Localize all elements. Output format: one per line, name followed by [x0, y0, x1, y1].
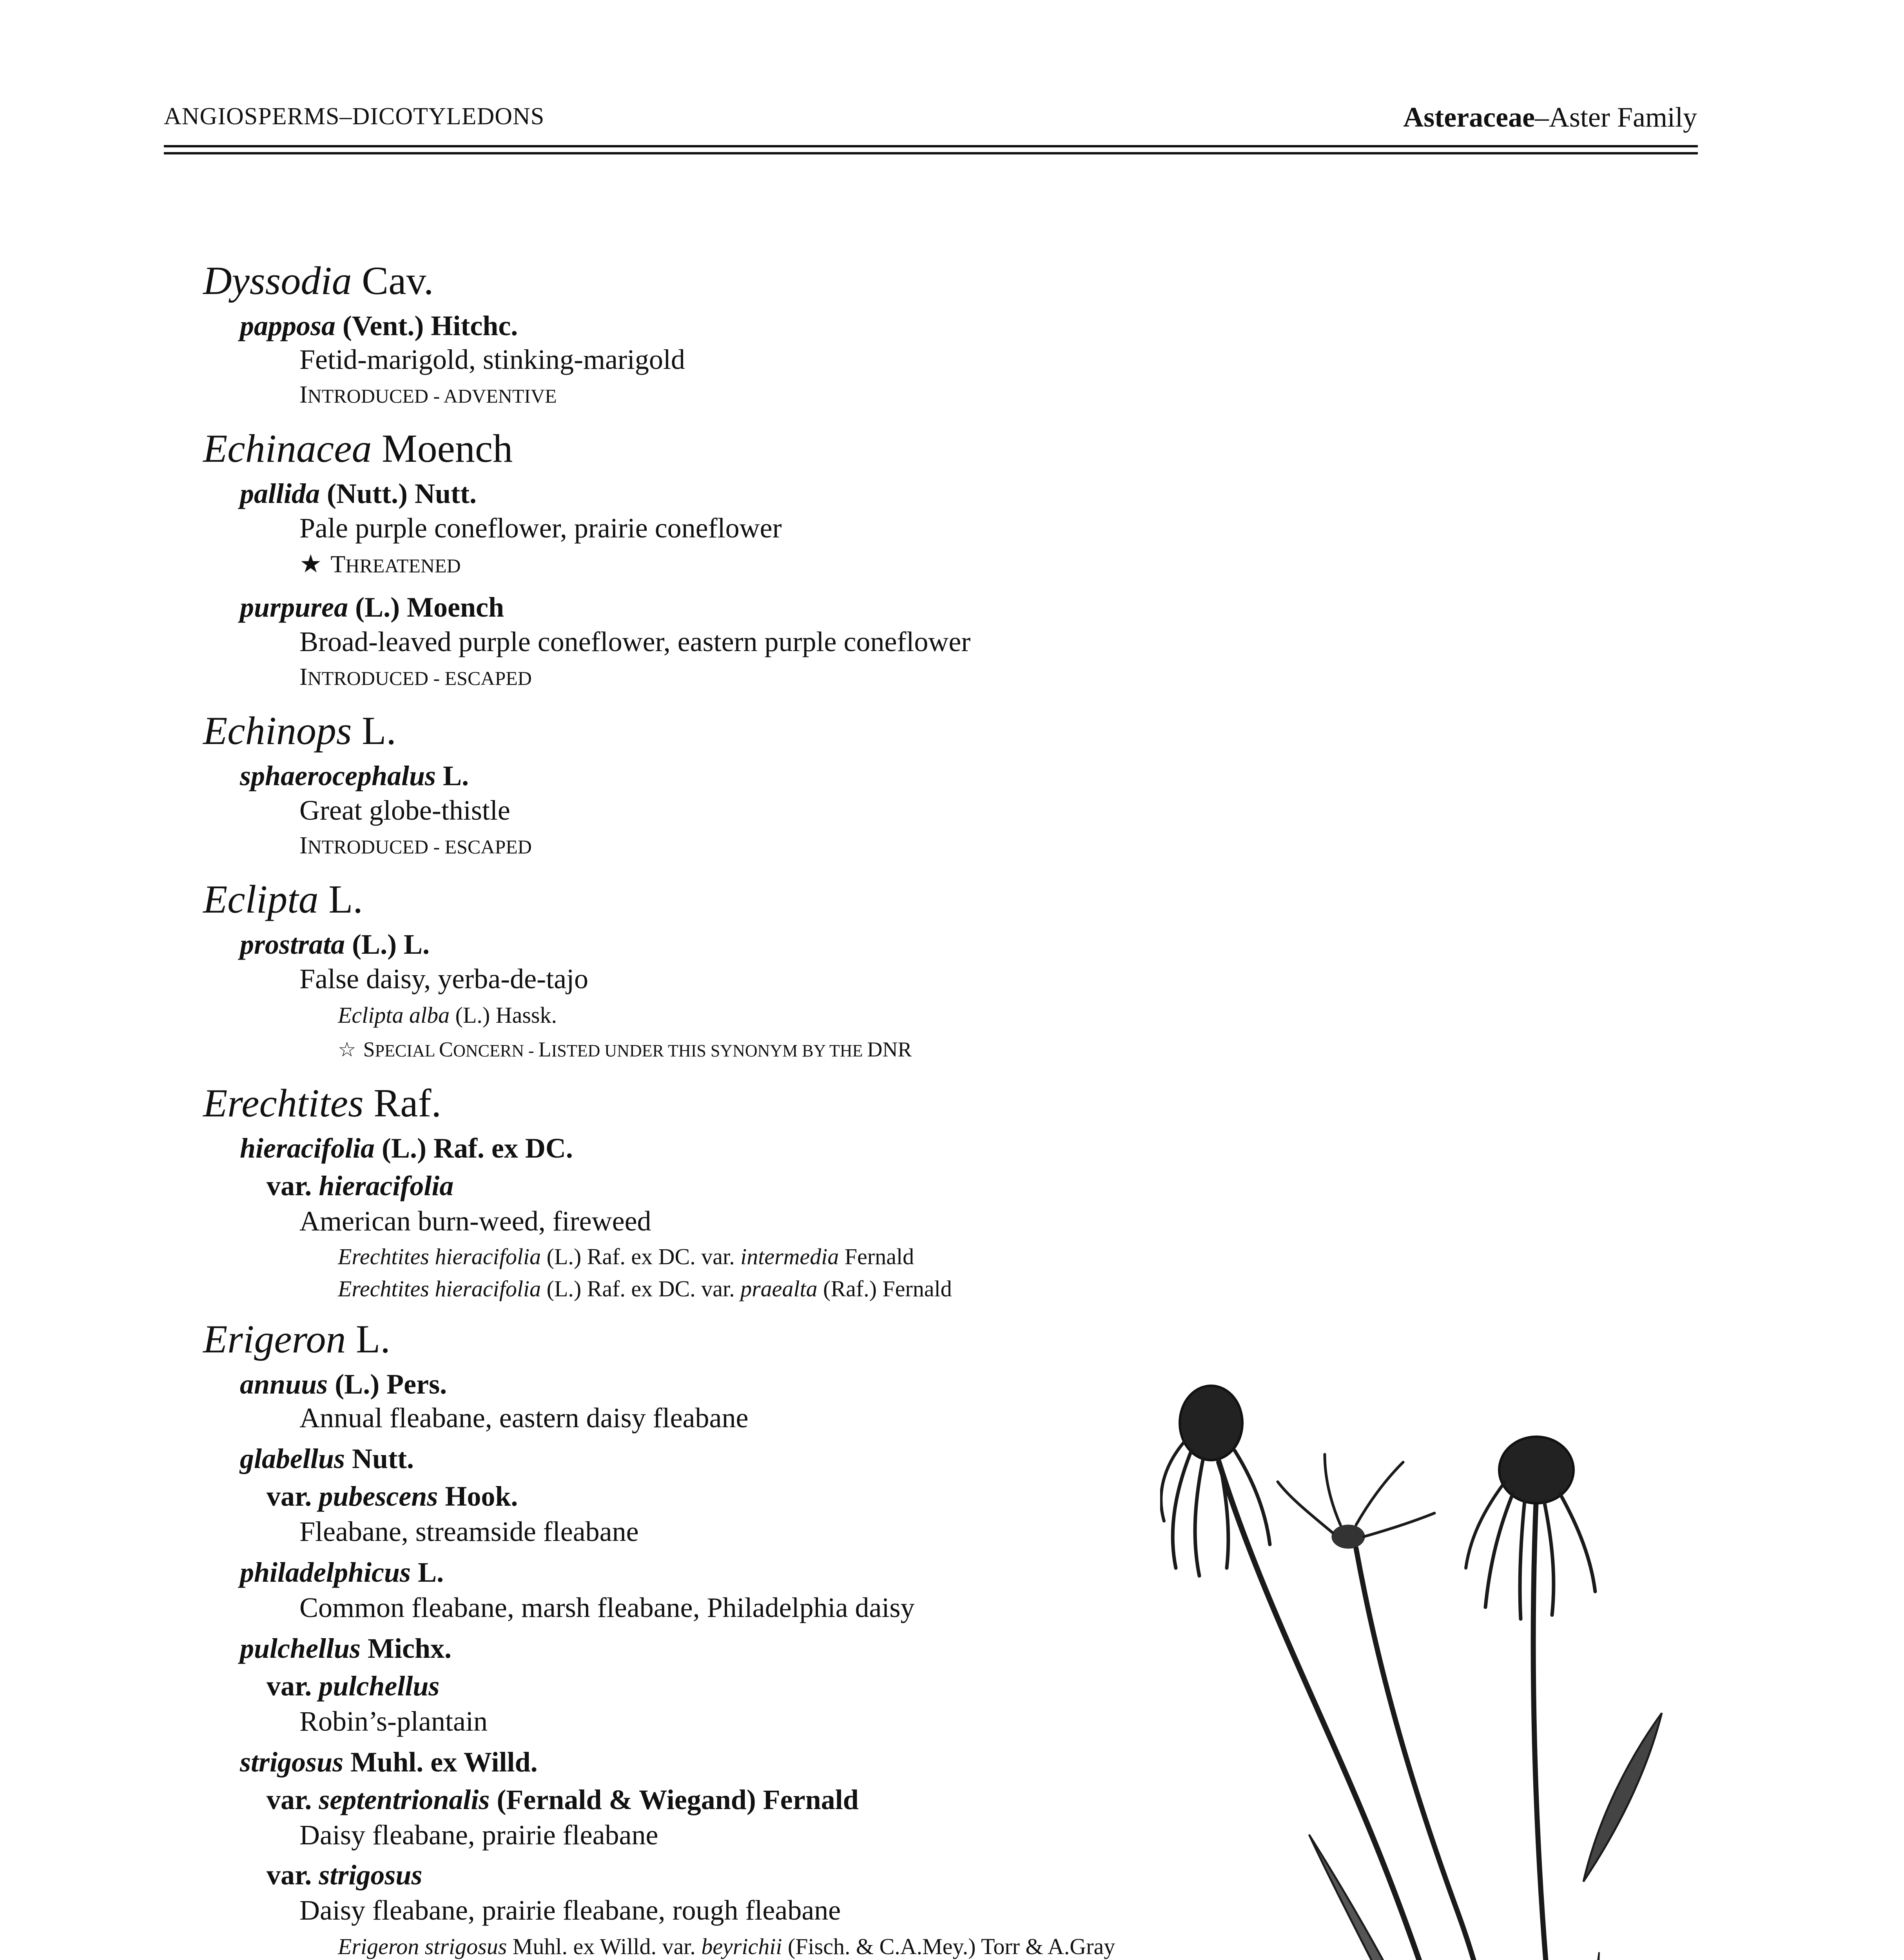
- genus-heading: Erechtites Raf.: [203, 1081, 442, 1125]
- species-name: philadelphicus L.: [240, 1557, 444, 1588]
- header-family-common: –Aster Family: [1535, 102, 1697, 133]
- status-line: INTRODUCED - ESCAPED: [299, 664, 532, 690]
- species-name: strigosus Muhl. ex Willd.: [240, 1746, 538, 1778]
- running-header-left: ANGIOSPERMS–DICOTYLEDONS: [164, 103, 545, 130]
- species-name: purpurea (L.) Moench: [240, 592, 504, 623]
- common-name: Robin’s-plantain: [299, 1706, 488, 1737]
- genus-heading: Echinops L.: [203, 709, 396, 753]
- genus-heading: Eclipta L.: [203, 877, 363, 922]
- genus-heading: Dyssodia Cav.: [203, 259, 434, 303]
- common-name: American burn-weed, fireweed: [299, 1205, 651, 1237]
- header-rule-bottom: [164, 152, 1698, 154]
- status-line: INTRODUCED - ADVENTIVE: [299, 381, 557, 408]
- common-name: Common fleabane, marsh fleabane, Philadelphia daisy: [299, 1592, 915, 1623]
- species-name: prostrata (L.) L.: [240, 929, 430, 960]
- species-name: sphaerocephalus L.: [240, 760, 469, 791]
- common-name: Pale purple coneflower, prairie coneflower: [299, 512, 782, 544]
- synonym-line: Eclipta alba (L.) Hassk.: [338, 1002, 557, 1028]
- synonym-line: Erigeron strigosus Muhl. ex Willd. var. beyrichii (Fisch. & C.A.Mey.) Torr & A.Gray: [338, 1934, 1115, 1959]
- threatened-star-icon: ★: [299, 550, 322, 578]
- synonym-line: Erechtites hieracifolia (L.) Raf. ex DC. var. intermedia Fernald: [338, 1244, 914, 1269]
- variety-name: var. septentrionalis (Fernald & Wiegand) Fernald: [267, 1784, 859, 1815]
- species-name: pulchellus Michx.: [240, 1633, 452, 1664]
- common-name: Fetid-marigold, stinking-marigold: [299, 344, 685, 375]
- species-name: papposa (Vent.) Hitchc.: [240, 310, 518, 341]
- species-name: hieracifolia (L.) Raf. ex DC.: [240, 1132, 573, 1164]
- echinacea-illustration: [1160, 1364, 1677, 1960]
- status-line: ☆ SPECIAL CONCERN - LISTED UNDER THIS SYNONYM BY THE DNR: [338, 1038, 912, 1061]
- status-line: ★ THREATENED: [299, 550, 461, 578]
- species-name: glabellus Nutt.: [240, 1443, 414, 1474]
- common-name: Great globe-thistle: [299, 795, 510, 826]
- running-header-right: [1403, 101, 1697, 134]
- special-concern-star-icon: ☆: [338, 1039, 356, 1061]
- common-name: Fleabane, streamside fleabane: [299, 1516, 639, 1547]
- header-rule-top: [164, 145, 1698, 147]
- common-name: Daisy fleabane, prairie fleabane, rough fleabane: [299, 1895, 841, 1926]
- variety-name: var. pulchellus: [267, 1670, 440, 1702]
- header-family-name: Asteraceae: [1403, 102, 1535, 133]
- variety-name: var. hieracifolia: [267, 1170, 454, 1201]
- variety-name: var. pubescens Hook.: [267, 1481, 518, 1512]
- common-name: False daisy, yerba-de-tajo: [299, 963, 589, 995]
- common-name: Annual fleabane, eastern daisy fleabane: [299, 1402, 749, 1434]
- common-name: Broad-leaved purple coneflower, eastern purple coneflower: [299, 626, 971, 657]
- species-name: pallida (Nutt.) Nutt.: [240, 478, 477, 509]
- status-line: INTRODUCED - ESCAPED: [299, 832, 532, 859]
- genus-heading: Echinacea Moench: [203, 426, 513, 471]
- variety-name: var. strigosus: [267, 1859, 423, 1891]
- common-name: Daisy fleabane, prairie fleabane: [299, 1819, 658, 1851]
- species-name: annuus (L.) Pers.: [240, 1368, 447, 1400]
- synonym-line: Erechtites hieracifolia (L.) Raf. ex DC. var. praealta (Raf.) Fernald: [338, 1276, 952, 1301]
- genus-heading: Erigeron L.: [203, 1317, 390, 1361]
